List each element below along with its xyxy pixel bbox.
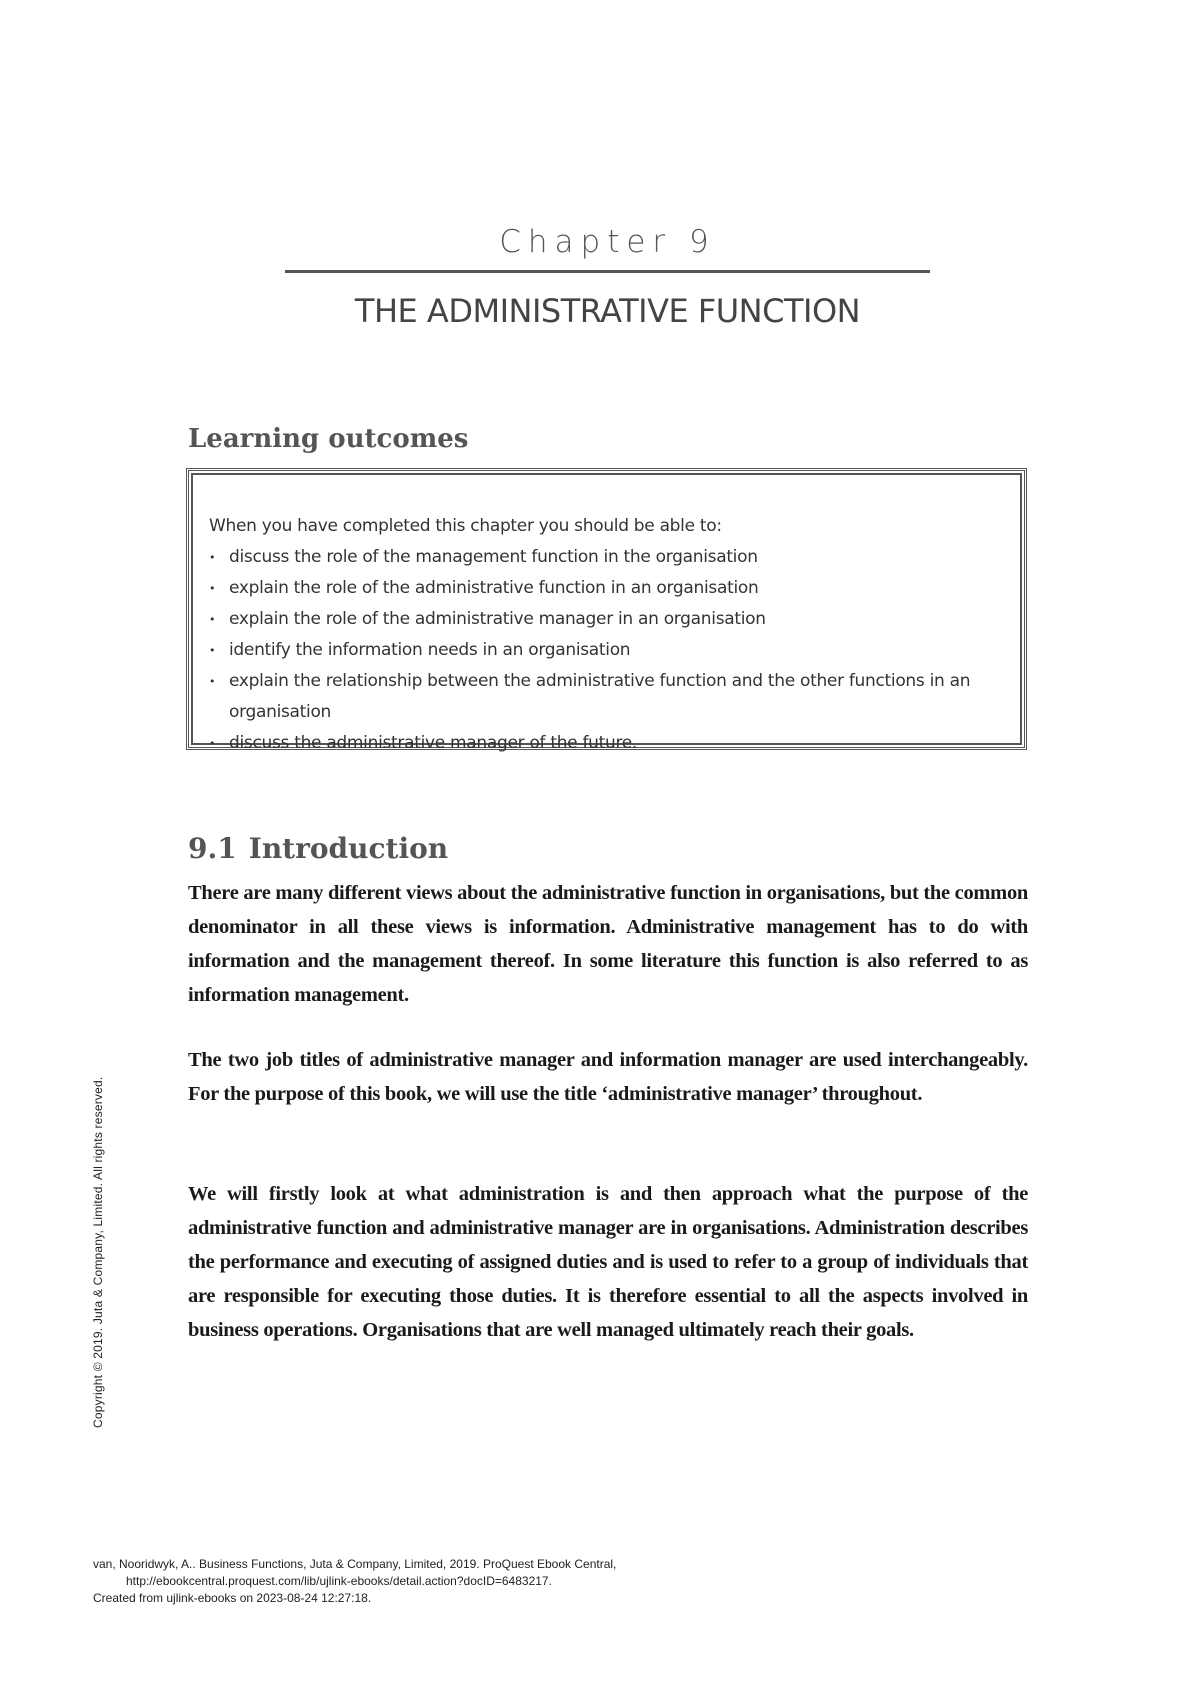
paragraph: The two job titles of administrative manager and information manager are used interchangeably. For the purpose of this book, we will use the title ‘administrative manager’ throughout. (188, 1049, 1028, 1105)
bullet-icon: • (209, 737, 216, 750)
chapter-divider (285, 270, 930, 273)
list-item-text: explain the relationship between the administrative function and the other functions in an organisation (229, 671, 971, 722)
section-title: Introduction (248, 832, 449, 865)
citation-line: van, Nooridwyk, A.. Business Functions, Juta & Company, Limited, 2019. ProQuest Ebook Central, (93, 1557, 617, 1571)
list-item (209, 542, 1004, 573)
learning-outcomes-list (209, 542, 1004, 759)
list-item (209, 635, 1004, 666)
paragraph: There are many different views about the administrative function in organisations, but the common denominator in all these views is information. Administrative management has to do with information and the management thereof. In some literature this function is also referred to as information management. (188, 882, 1028, 1006)
citation-url: http://ebookcentral.proquest.com/lib/ujlink-ebooks/detail.action?docID=6483217. (126, 1574, 552, 1588)
bullet-icon: • (209, 582, 216, 595)
learning-outcomes-heading: Learning outcomes (188, 424, 469, 454)
paragraph: We will firstly look at what administration is and then approach what the purpose of the administrative function and administrative manager are in organisations. Administration describes the performance and executing of assigned duties and is used to refer to a group of individuals that are responsible for executing those duties. It is therefore essential to all the aspects involved in business operations. Organisations that are well managed ultimately reach their goals. (188, 1183, 1028, 1341)
list-item-text: identify the information needs in an organisation (229, 640, 631, 660)
list-item-text: discuss the administrative manager of the future. (229, 733, 638, 753)
citation-created: Created from ujlink-ebooks on 2023-08-24 12:27:18. (93, 1591, 372, 1605)
citation-footer (93, 1556, 616, 1607)
learning-outcomes-intro: When you have completed this chapter you should be able to: (209, 516, 722, 536)
list-item (209, 573, 1004, 604)
bullet-icon: • (209, 551, 216, 564)
bullet-icon: • (209, 613, 216, 626)
bullet-icon: • (209, 675, 216, 688)
list-item-text: explain the role of the administrative manager in an organisation (229, 609, 766, 629)
bullet-icon: • (209, 644, 216, 657)
list-item (209, 728, 1004, 759)
list-item (209, 604, 1004, 635)
chapter-label: Chapter 9 (499, 224, 716, 260)
list-item-text: discuss the role of the management function in the organisation (229, 547, 758, 567)
section-heading (188, 832, 448, 865)
chapter-title: THE ADMINISTRATIVE FUNCTION (354, 292, 861, 330)
side-copyright-notice: Copyright © 2019. Juta & Company, Limited. All rights reserved. (91, 1076, 105, 1428)
learning-outcomes-box (186, 468, 1027, 753)
list-item-text: explain the role of the administrative function in an organisation (229, 578, 759, 598)
list-item (209, 666, 1004, 728)
section-number: 9.1 (188, 832, 237, 865)
